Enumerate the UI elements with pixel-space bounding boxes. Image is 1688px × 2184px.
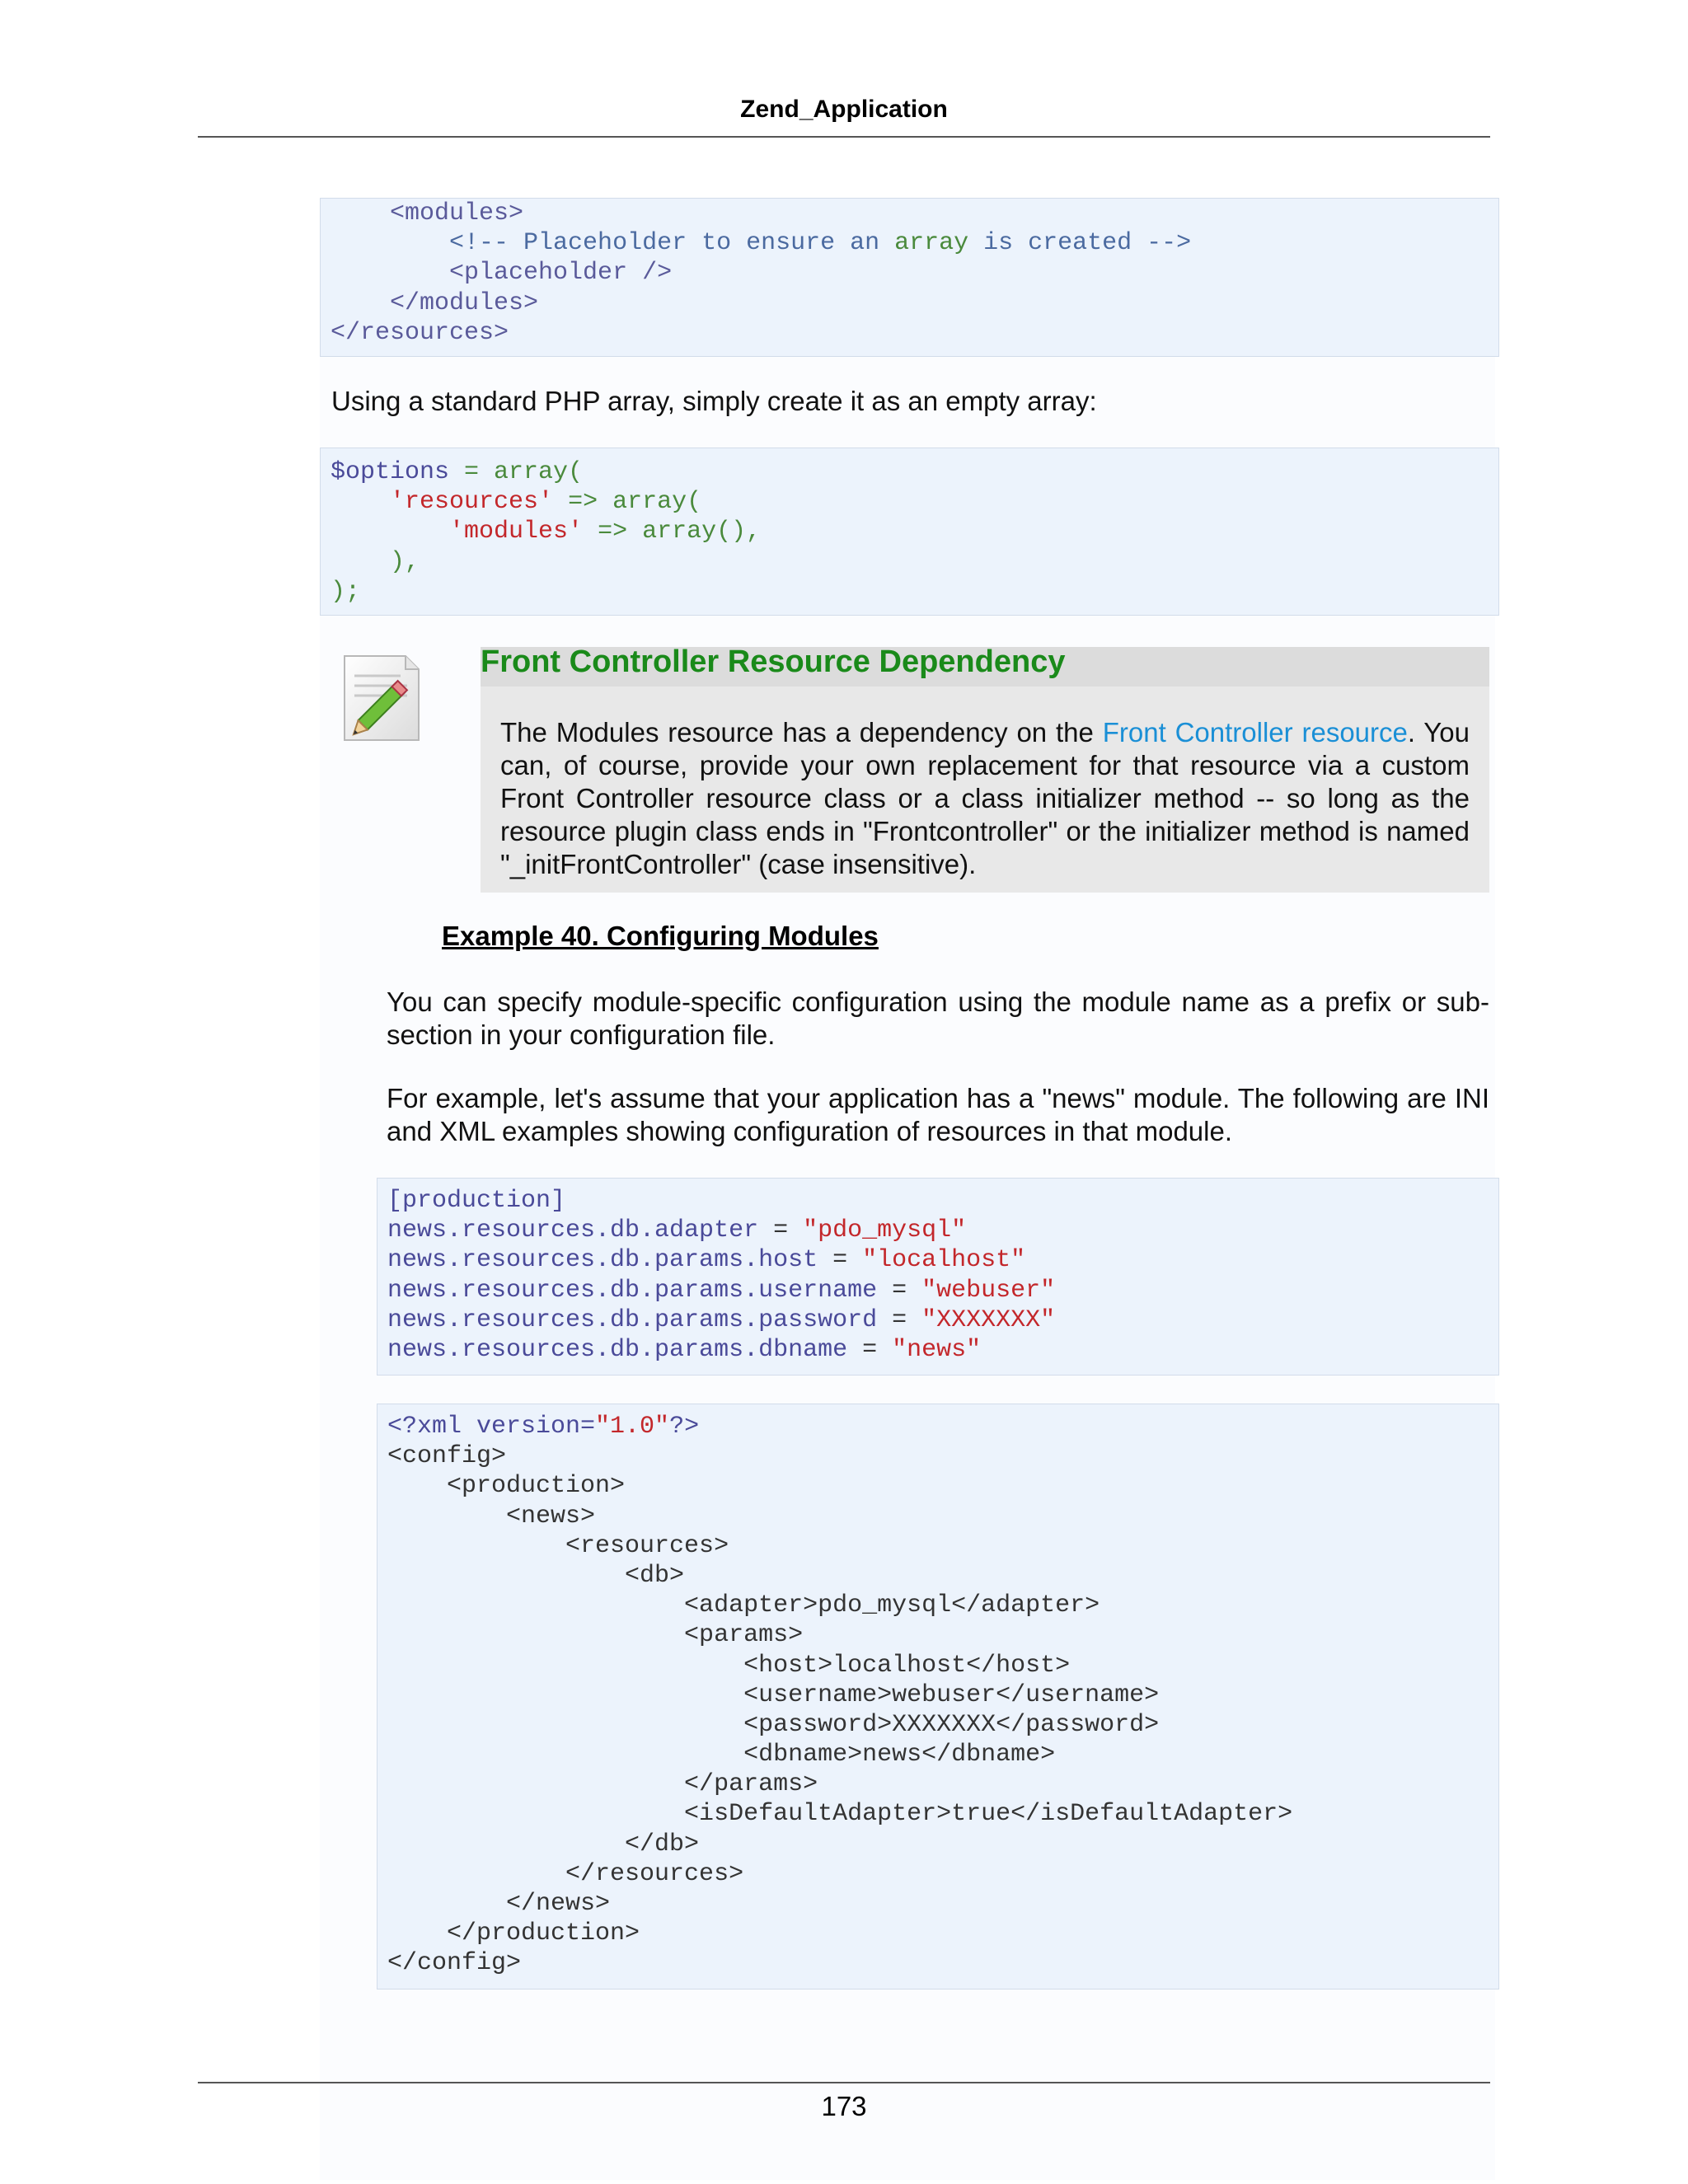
code-token: = array(: [449, 458, 584, 486]
intro-paragraph: Using a standard PHP array, simply create it as an empty array:: [331, 386, 1097, 416]
code-token: [production]: [387, 1187, 566, 1215]
code-token: <password>XXXXXXX</password>: [387, 1710, 1160, 1739]
code-line: [331, 517, 1498, 546]
code-line: [387, 1680, 1498, 1710]
code-block-xml-config: [377, 1404, 1499, 1990]
code-token: news.resources.db.params.host: [387, 1246, 818, 1275]
code-token: =: [877, 1305, 922, 1334]
code-token: [331, 289, 390, 317]
note-body-text: [500, 716, 1470, 881]
note-icon: [338, 651, 425, 747]
code-line: [331, 318, 1498, 348]
code-line: [387, 1502, 1498, 1531]
code-token: <username>webuser</username>: [387, 1680, 1160, 1709]
code-token: is created -->: [968, 229, 1192, 258]
code-line: [387, 1305, 1498, 1335]
code-line: [387, 1276, 1498, 1305]
code-token: news.resources.db.params.username: [387, 1276, 878, 1305]
code-line: [387, 1412, 1498, 1441]
footer-rule: [198, 2082, 1490, 2083]
code-token: </db>: [387, 1830, 700, 1858]
example-title: Example 40. Configuring Modules: [442, 921, 879, 951]
code-token: </config>: [387, 1949, 522, 1978]
code-token: </params>: [387, 1770, 818, 1799]
code-line: [387, 1561, 1498, 1591]
code-line: [387, 1471, 1498, 1501]
code-line: [331, 457, 1498, 487]
code-token: <config>: [387, 1442, 507, 1471]
code-token: </news>: [387, 1890, 611, 1918]
code-token: "1.0": [595, 1413, 670, 1441]
code-token: 'modules': [449, 518, 584, 546]
code-token: =: [758, 1216, 804, 1245]
page-header-title: Zend_Application: [740, 96, 948, 123]
code-line: [387, 1245, 1498, 1275]
code-token: [331, 548, 390, 576]
code-line: [387, 1889, 1498, 1919]
note-text-after-link: . You can, of course, provide your own replacement for that resource via a custom Front Controller resource class or a class initializer method -- so long as the resource plugin class ends in "Frontcontroller" or the initializer method is named "_initFrontController" (case insensitive).: [500, 717, 1470, 879]
code-token: [331, 488, 390, 516]
code-line: [387, 1740, 1498, 1769]
code-token: news.resources.db.params.dbname: [387, 1335, 848, 1364]
code-line: [387, 1441, 1498, 1471]
header-rule: [198, 136, 1490, 138]
code-token: =: [847, 1335, 893, 1364]
code-token: <host>localhost</host>: [387, 1651, 1071, 1680]
code-token: </production>: [387, 1919, 640, 1948]
code-token: $options: [331, 458, 450, 486]
code-line: [387, 1710, 1498, 1740]
code-line: [331, 487, 1498, 517]
code-line: [387, 1620, 1498, 1650]
note-text-before-link: The Modules resource has a dependency on the: [500, 717, 1103, 748]
code-line: [331, 228, 1498, 258]
code-token: </resources>: [331, 318, 509, 347]
code-line: [387, 1651, 1498, 1680]
code-line: [387, 1919, 1498, 1948]
code-token: <dbname>news</dbname>: [387, 1741, 1056, 1769]
code-line: [387, 1830, 1498, 1859]
code-block-php-array: [320, 448, 1499, 616]
page-number: 173: [821, 2091, 867, 2121]
example-paragraph-1: You can specify module-specific configuration using the module name as a prefix or sub-section in your configuration file.: [387, 987, 1489, 1050]
code-token: "news": [892, 1335, 982, 1364]
code-line: [387, 1335, 1498, 1365]
code-token: <!-- Placeholder to ensure an: [449, 229, 895, 258]
code-block-xml-resources: [320, 198, 1499, 357]
note-title: Front Controller Resource Dependency: [481, 644, 1066, 679]
code-token: [331, 259, 449, 287]
code-token: [331, 518, 449, 546]
code-line: [331, 258, 1498, 288]
code-line: [331, 547, 1498, 577]
code-token: <params>: [387, 1621, 804, 1650]
code-line: [387, 1859, 1498, 1889]
code-token: [331, 199, 390, 227]
code-token: news.resources.db.params.password: [387, 1305, 878, 1334]
code-token: ),: [390, 547, 420, 576]
code-token: 'resources': [390, 488, 554, 517]
code-token: ?>: [669, 1413, 700, 1441]
code-token: => array(: [553, 488, 702, 517]
code-token: "pdo_mysql": [803, 1216, 967, 1245]
code-token: =: [877, 1276, 922, 1305]
code-line: [331, 577, 1498, 607]
code-token: <production>: [387, 1472, 626, 1501]
code-line: [387, 1531, 1498, 1561]
code-token: );: [331, 577, 361, 606]
code-token: news.resources.db.adapter: [387, 1216, 759, 1245]
code-token: <placeholder />: [449, 259, 673, 288]
code-token: <?xml version=: [387, 1413, 596, 1441]
code-token: </modules>: [390, 288, 539, 317]
code-line: [387, 1799, 1498, 1829]
code-token: <modules>: [390, 199, 524, 227]
code-token: <news>: [387, 1502, 596, 1530]
code-line: [331, 199, 1498, 228]
code-token: array: [894, 229, 969, 258]
code-line: [387, 1186, 1498, 1216]
code-line: [387, 1591, 1498, 1620]
code-token: =: [818, 1246, 863, 1275]
code-line: [331, 288, 1498, 318]
code-token: "localhost": [862, 1246, 1026, 1275]
code-token: </resources>: [387, 1859, 744, 1888]
code-token: => array(),: [583, 518, 762, 546]
code-token: "XXXXXXX": [921, 1305, 1056, 1334]
code-token: <adapter>pdo_mysql</adapter>: [387, 1591, 1100, 1620]
example-paragraph-2: For example, let's assume that your application has a "news" module. The following are INI and XML examples showing configuration of resources in that module.: [387, 1083, 1489, 1146]
code-token: <db>: [387, 1561, 685, 1590]
code-token: "webuser": [921, 1276, 1056, 1305]
code-line: [387, 1948, 1498, 1978]
code-block-ini-config: [377, 1178, 1499, 1376]
code-line: [387, 1769, 1498, 1799]
code-token: <isDefaultAdapter>true</isDefaultAdapter>: [387, 1800, 1293, 1829]
code-token: [331, 229, 449, 257]
code-token: <resources>: [387, 1531, 729, 1560]
code-line: [387, 1216, 1498, 1245]
front-controller-resource-link[interactable]: Front Controller resource: [1102, 717, 1408, 748]
